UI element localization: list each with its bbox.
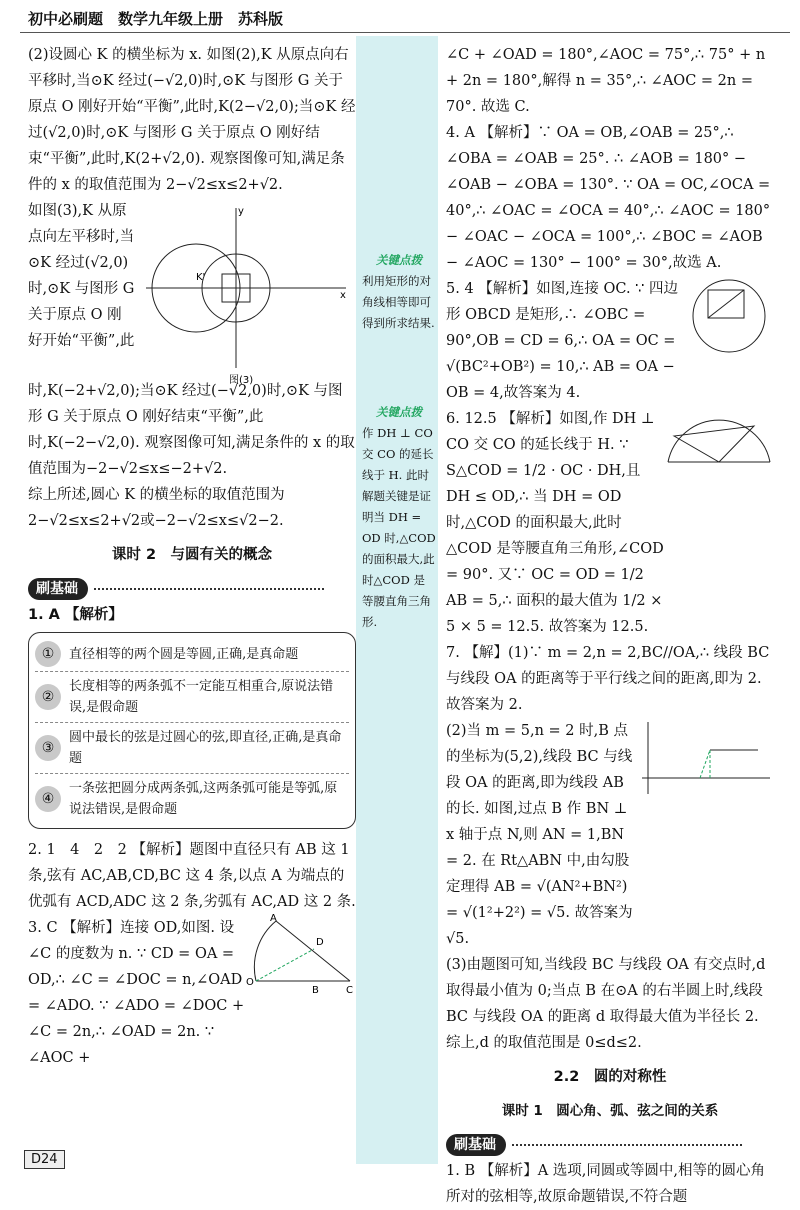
analysis-box <box>28 632 356 829</box>
analysis-row <box>35 672 349 723</box>
svg-text:x: x <box>340 290 346 301</box>
practice-heading <box>446 1132 774 1158</box>
key-point-title: 关键点拨 <box>376 405 422 419</box>
item-number: ③ <box>35 735 61 761</box>
page-header: 初中必刷题 数学九年级上册 苏科版 <box>28 10 284 28</box>
question-1-answer: 1. A 【解析】 <box>28 607 123 623</box>
section-title: 2.2 圆的对称性 <box>553 1069 667 1085</box>
analysis-row <box>35 774 349 824</box>
basic-practice-badge: 刷基础 <box>446 1134 506 1156</box>
question-3-diagram <box>246 915 356 995</box>
question-3-block <box>28 915 356 1071</box>
right-column <box>446 42 774 1210</box>
question-7-part1: 7. 【解】(1)∵ m = 2,n = 2,BC//OA,∴ 线段 BC 与线段 OA 的距离等于平行线之间的距离,即为 2. 故答案为 2. <box>446 645 770 713</box>
item-text: 长度相等的两条弧不一定能互相重合,原说法错误,是假命题 <box>69 679 334 715</box>
svg-text:C: C <box>346 985 353 996</box>
header-divider <box>20 32 790 33</box>
figure-caption: 图(3) <box>229 375 254 386</box>
svg-text:K': K' <box>196 272 206 283</box>
left-column <box>28 42 356 1071</box>
item-text: 圆中最长的弦是过圆心的弦,即直径,正确,是真命题 <box>69 730 342 766</box>
question-4: 4. A 【解析】∵ OA = OB,∠OAB = 25°,∴ ∠OBA = ∠OAB = 25°. ∴ ∠AOB = 180° − ∠OAB − ∠OBA = 130°. ∵ OA = OC,∠OCA = 40°,∴ ∠OAC = ∠OCA = 40°,∴ ∠AOC = 180° − ∠OAC − ∠OCA = 100°,∴ ∠BOC = ∠AOB − ∠AOC = 130° − 100° = 30°,故选 A. <box>446 125 771 271</box>
item-text: 一条弦把圆分成两条弧,这两条弧可能是等弧,原说法错误,是假命题 <box>69 781 338 817</box>
item-text: 直径相等的两个圆是等圆,正确,是真命题 <box>69 646 299 662</box>
dotted-rule <box>94 588 324 590</box>
key-point-text: 作 DH ⊥ CO 交 CO 的延长线于 H. 此时解题关键是证明当 DH = OD 时,△COD 的面积最大,此时△COD 是等腰直角三角形. <box>362 426 436 629</box>
svg-text:y: y <box>238 206 244 217</box>
figure-3-block <box>28 198 356 386</box>
paragraph: (2)设圆心 K 的横坐标为 x. 如图(2),K 从原点向右平移时,当⊙K 经过(−√2,0)时,⊙K 与图形 G 关于原点 O 刚好开始“平衡”,此时,K(2−√2,0);当⊙K 经过(√2,0)时,⊙K 与图形 G 关于原点 O 刚好结束“平衡”,此时,K(2+√2,0). 观察图像可知,满足条件的 x 的取值范围为 2−√2≤x≤2+√2. <box>28 47 356 193</box>
key-point-title: 关键点拨 <box>376 253 422 267</box>
svg-text:O: O <box>246 977 254 988</box>
lesson-title: 课时 1 圆心角、弧、弦之间的关系 <box>501 1103 719 1119</box>
svg-text:D: D <box>316 937 324 948</box>
question-7-diagram <box>634 718 774 798</box>
practice-heading <box>28 576 356 602</box>
key-point-text: 利用矩形的对角线相等即可得到所求结果. <box>362 274 435 330</box>
question-7-part2: (2)当 m = 5,n = 2 时,B 点的坐标为(5,2),线段 BC 与线段 OA 的距离,即为线段 AB 的长. 如图,过点 B 作 BN ⊥ x 轴于点 N,则 AN = 1,BN = 2. 在 Rt△ABN 中,由勾股定理得 AB = √(AN²+BN²) = √(1²+2²) = √5. 故答案为√5. <box>446 723 633 947</box>
page-number: D24 <box>24 1150 65 1169</box>
key-point-2 <box>362 402 436 633</box>
question-5-diagram <box>684 276 774 356</box>
question-6-diagram <box>664 406 774 466</box>
lesson-title: 课时 2 与圆有关的概念 <box>111 547 273 563</box>
paragraph: 如图(3),K 从原点向左平移时,当⊙K 经过(√2,0)时,⊙K 与图形 G 关于原点 O 刚好开始“平衡”,此 <box>28 203 135 349</box>
question-6-block <box>446 406 774 640</box>
dotted-rule <box>512 1144 742 1146</box>
question-5: 5. 4 【解析】如图,连接 OC. ∵ 四边形 OBCD 是矩形,∴ ∠OBC = 90°,OB = CD = 6,∴ OA = OC = √(BC²+OB²) = 10,∴ AB = OA − OB = 4,故答案为 4. <box>446 281 679 401</box>
question-6: 6. 12.5 【解析】如图,作 DH ⊥ CO 交 CO 的延长线于 H. ∵ S△COD = 1/2 · OC · DH,且 DH ≤ OD,∴ 当 DH = OD 时,△COD 的面积最大,此时△COD 是等腰直角三角形,∠COD = 90°. 又∵ OC = OD = 1/2 AB = 5,∴ 面积的最大值为 1/2 × 5 × 5 = 12.5. 故答案为 12.5. <box>446 411 664 635</box>
question-7-part3: (3)由题图可知,当线段 BC 与线段 OA 有交点时,d 取得最小值为 0;当点 B 在⊙A 的右半圆上时,线段 BC 与线段 OA 的距离 d 取得最大值为半径长 2. 综上,d 的取值范围是 0≤d≤2. <box>446 957 766 1051</box>
svg-text:A: A <box>270 913 277 924</box>
question-7-block <box>446 718 774 952</box>
analysis-row <box>35 723 349 774</box>
analysis-row <box>35 637 349 672</box>
svg-text:B: B <box>312 985 319 996</box>
question-2: 2. 1 4 2 2 【解析】题图中直径只有 AB 这 1 条,弦有 AC,AB,CD,BC 这 4 条,以点 A 为端点的优弧有 ACD,ADC 这 2 条,劣弧有 AC,AD 这 2 条. <box>28 842 356 910</box>
question-1: 1. B 【解析】A 选项,同圆或等圆中,相等的圆心角所对的弦相等,故原命题错误,不符合题 <box>446 1163 766 1205</box>
figure-3-diagram <box>136 198 356 386</box>
item-number: ① <box>35 641 61 667</box>
key-point-1 <box>362 250 436 334</box>
paragraph: 综上所述,圆心 K 的横坐标的取值范围为 2−√2≤x≤2+√2或−2−√2≤x≤√2−2. <box>28 487 285 529</box>
item-number: ② <box>35 684 61 710</box>
question-5-block <box>446 276 774 406</box>
question-3: 3. C 【解析】连接 OD,如图. 设∠C 的度数为 n. ∵ CD = OA = OD,∴ ∠C = ∠DOC = n,∠OAD = ∠ADO. ∵ ∠ADO = ∠DOC + ∠C = 2n,∴ ∠OAD = 2n. ∵ ∠AOC + <box>28 920 245 1066</box>
paragraph: 时,K(−2+√2,0);当⊙K 经过(−√2,0)时,⊙K 与图形 G 关于原点 O 刚好结束“平衡”,此时,K(−2−√2,0). 观察图像可知,满足条件的 x 的取值范围为−2−√2≤x≤−2+√2. <box>28 383 355 477</box>
item-number: ④ <box>35 786 61 812</box>
basic-practice-badge: 刷基础 <box>28 578 88 600</box>
question-3-continued: ∠C + ∠OAD = 180°,∠AOC = 75°,∴ 75° + n + 2n = 180°,解得 n = 35°,∴ ∠AOC = 2n = 70°. 故选 C. <box>446 47 766 115</box>
